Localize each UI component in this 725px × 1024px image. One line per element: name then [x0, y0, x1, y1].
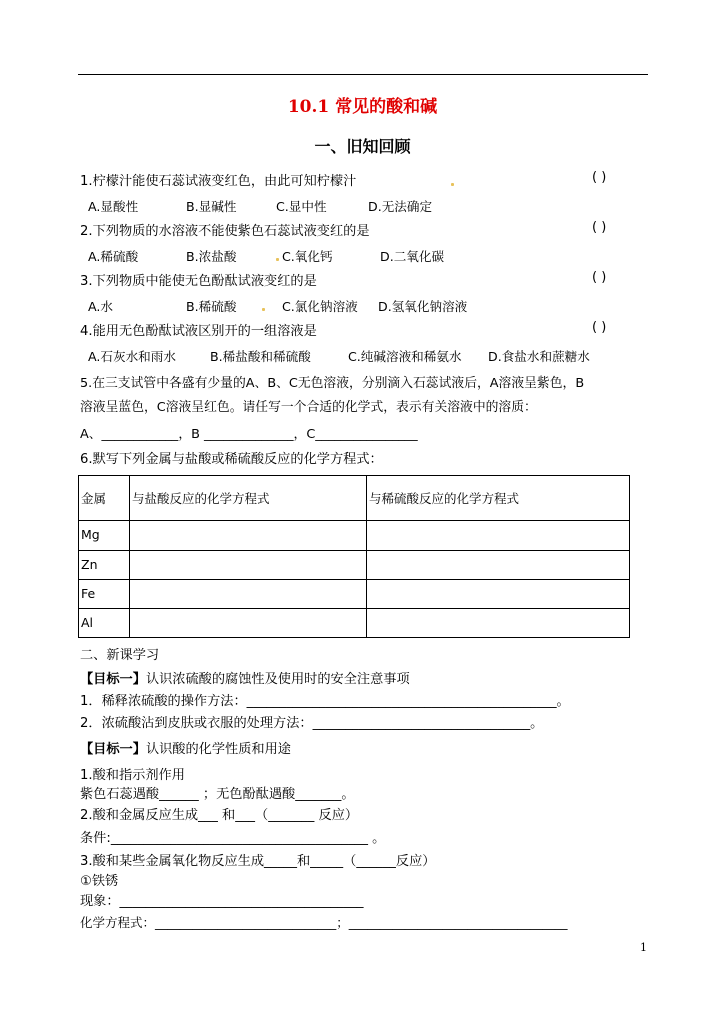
goal-2-tag: 【目标一】	[80, 742, 146, 757]
table-row	[79, 551, 630, 580]
stray-mark	[451, 183, 454, 186]
phenomenon-blank[interactable]: 现象：_____________________________________	[80, 894, 364, 909]
question-2-option-b: B.浓盐酸	[186, 249, 237, 264]
header-hydrochloric: 与盐酸反应的化学方程式	[130, 476, 367, 521]
answer-cell[interactable]	[130, 551, 367, 580]
question-3-stem: 3.下列物质中能使无色酚酞试液变红的是	[80, 274, 317, 289]
rust-subitem: ①铁锈	[80, 874, 119, 889]
condition-blank[interactable]: 条件:_______________________________________ 。	[80, 831, 386, 846]
question-4-option-c: C.纯碱溶液和稀氨水	[348, 349, 462, 364]
metal-cell-al: Al	[79, 609, 130, 638]
question-3-option-a: A.水	[88, 299, 113, 314]
question-1-option-a: A.显酸性	[88, 199, 139, 214]
question-1-answer-paren: ( )	[592, 170, 607, 185]
indicator-blanks[interactable]: 紫色石蕊遇酸______ ；无色酚酞遇酸_______。	[80, 787, 355, 802]
section-heading-review: 一、旧知回顾	[314, 137, 411, 156]
document-title: 10.1 常见的酸和碱	[287, 97, 438, 117]
question-1-option-c: C.显中性	[276, 199, 327, 214]
metal-cell-zn: Zn	[79, 551, 130, 580]
answer-cell[interactable]	[130, 521, 367, 551]
question-2-option-a: A.稀硫酸	[88, 249, 139, 264]
goal-1-item-2[interactable]: 2．浓硫酸沾到皮肤或衣服的处理方法：_________________________________。	[80, 716, 544, 731]
goal-2-heading	[80, 738, 291, 757]
question-6-stem: 6.默写下列金属与盐酸或稀硫酸反应的化学方程式：	[80, 452, 383, 467]
question-1-stem: 1.柠檬汁能使石蕊试液变红色，由此可知柠檬汁	[80, 174, 357, 189]
subheading-indicator: 1.酸和指示剂作用	[80, 768, 185, 783]
question-4-answer-paren: ( )	[592, 320, 607, 335]
metal-cell-mg: Mg	[79, 521, 130, 551]
question-3-answer-paren: ( )	[592, 270, 607, 285]
answer-cell[interactable]	[367, 580, 630, 609]
table-row	[79, 580, 630, 609]
goal-1-heading	[80, 668, 410, 687]
goal-1-tag: 【目标一】	[80, 672, 146, 687]
stray-mark	[262, 308, 265, 311]
question-4-option-d: D.食盐水和蔗糖水	[488, 349, 590, 364]
table-row	[79, 609, 630, 638]
metal-cell-fe: Fe	[79, 580, 130, 609]
question-4-option-b: B.稀盐酸和稀硫酸	[210, 349, 311, 364]
metal-reaction-table	[78, 475, 630, 638]
metal-reaction-blanks[interactable]: 2.酸和金属反应生成___ 和___（_______ 反应）	[80, 808, 359, 823]
header-sulfuric: 与稀硫酸反应的化学方程式	[367, 476, 630, 521]
question-2-option-c: C.氧化钙	[282, 249, 333, 264]
question-5-line-2: 溶液呈蓝色，C溶液呈红色。请任写一个合适的化学式，表示有关溶液中的溶质：	[80, 400, 537, 415]
question-2-stem: 2.下列物质的水溶液不能使紫色石蕊试液变红的是	[80, 224, 370, 239]
answer-cell[interactable]	[130, 609, 367, 638]
question-3-option-c: C.氯化钠溶液	[282, 299, 358, 314]
answer-cell[interactable]	[130, 580, 367, 609]
goal-1-item-1[interactable]: 1．稀释浓硫酸的操作方法：_______________________________________________。	[80, 694, 570, 709]
table-header-row	[79, 476, 630, 521]
page-number: 1	[640, 941, 647, 954]
question-5-blanks[interactable]: A、____________，B ______________，C________________	[80, 427, 418, 442]
question-1-option-b: B.显碱性	[186, 199, 237, 214]
table-row	[79, 521, 630, 551]
question-2-answer-paren: ( )	[592, 220, 607, 235]
question-3-option-b: B.稀硫酸	[186, 299, 237, 314]
question-2-option-d: D.二氧化碳	[380, 249, 445, 264]
goal-1-text: 认识浓硫酸的腐蚀性及使用时的安全注意事项	[145, 672, 410, 687]
question-3-option-d: D.氢氧化钠溶液	[378, 299, 468, 314]
question-4-option-a: A.石灰水和雨水	[88, 349, 176, 364]
header-metal: 金属	[79, 476, 130, 521]
question-1-option-d: D.无法确定	[368, 199, 433, 214]
equation-blanks[interactable]: 化学方程式：_____________________________；___________________________________	[80, 915, 568, 930]
stray-mark	[276, 258, 279, 261]
goal-2-text: 认识酸的化学性质和用途	[145, 742, 291, 757]
answer-cell[interactable]	[367, 609, 630, 638]
answer-cell[interactable]	[367, 521, 630, 551]
metal-oxide-blanks[interactable]: 3.酸和某些金属氧化物反应生成_____和_____（______反应）	[80, 854, 436, 869]
header-rule	[78, 74, 648, 75]
question-5-line-1: 5.在三支试管中各盛有少量的A、B、C无色溶液，分别滴入石蕊试液后，A溶液呈紫色，B	[80, 376, 585, 391]
question-4-stem: 4.能用无色酚酞试液区别开的一组溶液是	[80, 324, 317, 339]
section-heading-new-lesson: 二、新课学习	[80, 648, 160, 663]
answer-cell[interactable]	[367, 551, 630, 580]
